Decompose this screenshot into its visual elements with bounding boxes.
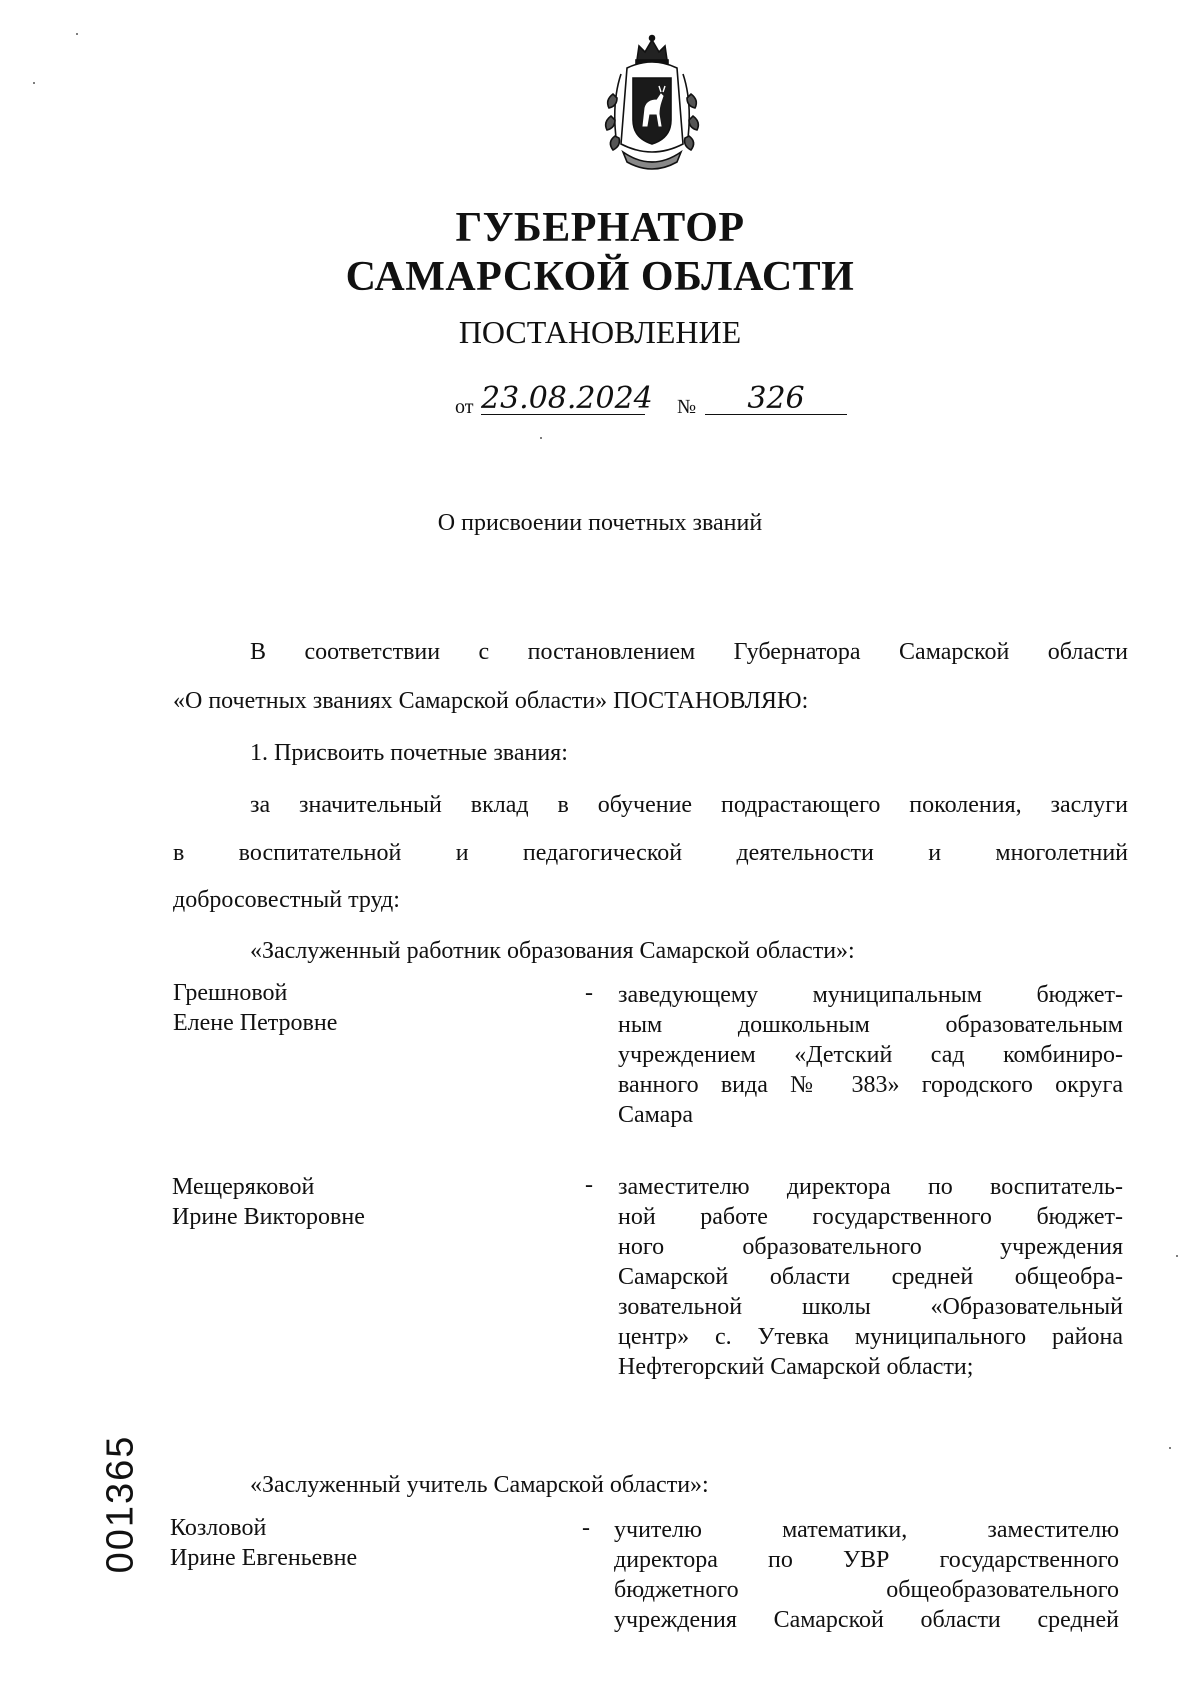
merit-line-2: в воспитательной и педагогической деятельности и многолетний: [173, 840, 1128, 866]
awardee-name: [173, 978, 337, 1038]
position-line: ного образовательного учреждения: [618, 1234, 1123, 1260]
awardee-name: [172, 1172, 365, 1232]
position-line: Нефтегорский Самарской области;: [618, 1354, 974, 1380]
merit-line-3: добросовестный труд:: [173, 887, 400, 913]
awardee-name: [170, 1513, 357, 1573]
serial-number: 001365: [99, 1434, 142, 1574]
awardee-position: [618, 1172, 1123, 1382]
dash: -: [585, 1172, 593, 1198]
document-date: 23.08.2024: [481, 381, 653, 416]
document-number: 326: [705, 384, 847, 415]
awardee-given-names: Елене Петровне: [173, 1010, 338, 1036]
merit-line-1: за значительный вклад в обучение подрастающего поколения, заслуги: [250, 792, 1128, 818]
position-line: заведующему муниципальным бюджет-: [618, 982, 1123, 1008]
document-subject: О присвоении почетных званий: [437, 510, 763, 536]
position-line: ванного вида № 383» городского округа: [618, 1072, 1123, 1098]
intro-line-1: В соответствии с постановлением Губернатора Самарской области: [250, 639, 1128, 665]
position-line: зовательной школы «Образовательный: [618, 1294, 1123, 1320]
awardee-surname: Козловой: [170, 1515, 267, 1541]
scan-speck: [33, 82, 35, 84]
issuer-title-line2: САМАРСКОЙ ОБЛАСТИ: [345, 254, 855, 300]
document-type: ПОСТАНОВЛЕНИЕ: [458, 314, 742, 350]
honorary-title-section-2: «Заслуженный учитель Самарской области»:: [250, 1472, 709, 1498]
awardee-position: [618, 980, 1123, 1130]
position-line: учреждением «Детский сад комбиниро-: [618, 1042, 1123, 1068]
issuer-title-line1: ГУБЕРНАТОР: [455, 205, 745, 251]
position-line: заместителю директора по воспитатель-: [618, 1174, 1123, 1200]
scan-speck: [1169, 1447, 1171, 1449]
awardee-given-names: Ирине Евгеньевне: [170, 1545, 358, 1571]
awardee-surname: Мещеряковой: [172, 1174, 315, 1200]
position-line: ной работе государственного бюджет-: [618, 1204, 1123, 1230]
scan-speck: [76, 33, 78, 35]
awardee-given-names: Ирине Викторовне: [172, 1204, 365, 1230]
date-prefix: от: [455, 396, 474, 418]
position-line: директора по УВР государственного: [614, 1547, 1119, 1573]
coat-of-arms-icon: [587, 34, 717, 174]
dash: -: [582, 1515, 590, 1541]
dash: -: [585, 980, 593, 1006]
item-1: 1. Присвоить почетные звания:: [250, 740, 568, 766]
honorary-title-section-1: «Заслуженный работник образования Самарской области»:: [250, 938, 855, 964]
intro-line-2: «О почетных званиях Самарской области» ПОСТАНОВЛЯЮ:: [173, 688, 809, 714]
awardee-position: [614, 1515, 1119, 1635]
position-line: Самарской области средней общеобра-: [618, 1264, 1123, 1290]
position-line: ным дошкольным образовательным: [618, 1012, 1123, 1038]
position-line: учителю математики, заместителю: [614, 1517, 1119, 1543]
position-line: Самара: [618, 1102, 693, 1128]
position-line: центр» с. Утевка муниципального района: [618, 1324, 1123, 1350]
scan-speck: [1176, 1255, 1178, 1257]
position-line: бюджетного общеобразовательного: [614, 1577, 1119, 1603]
scan-speck: [540, 437, 542, 439]
awardee-surname: Грешновой: [173, 980, 288, 1006]
number-prefix: №: [677, 396, 697, 418]
margin-serial-stamp: [96, 1421, 146, 1587]
position-line: учреждения Самарской области средней: [614, 1607, 1119, 1633]
